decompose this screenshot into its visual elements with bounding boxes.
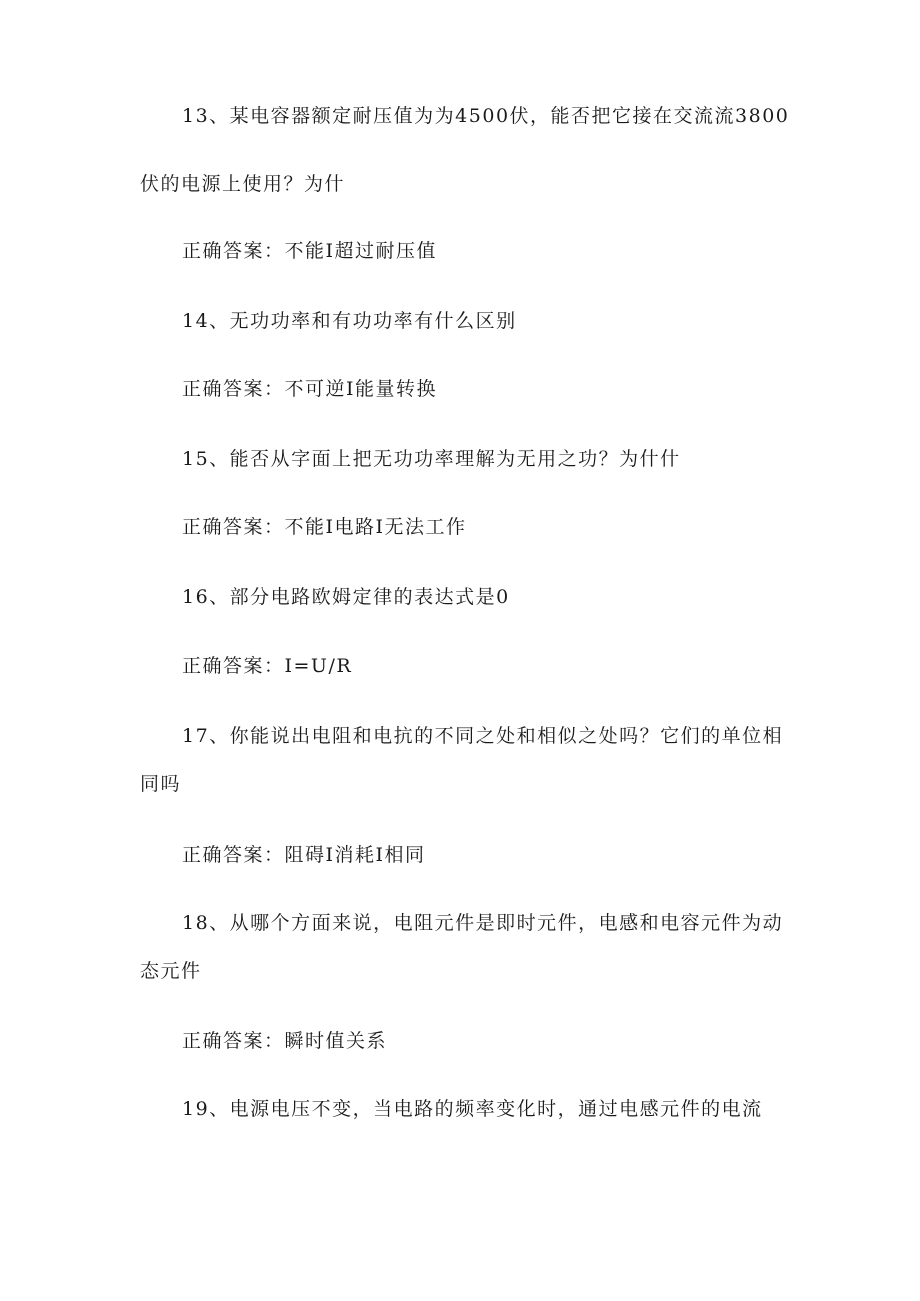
question-19: 19、电源电压不变，当电路的频率变化时，通过电感元件的电流 — [182, 1098, 763, 1120]
answer-17: 正确答案：阻碍I消耗I相同 — [182, 844, 426, 866]
question-13-line-2: 伏的电源上使用？为什 — [140, 173, 346, 195]
question-14: 14、无功功率和有功功率有什么区别 — [182, 310, 517, 332]
question-18-line-2: 态元件 — [140, 960, 202, 982]
question-17-line-1: 17、你能说出电阻和电抗的不同之处和相似之处吗？它们的单位相 — [182, 725, 784, 747]
question-13-line-1: 13、某电容器额定耐压值为为4500伏，能否把它接在交流流3800 — [182, 105, 790, 127]
answer-18: 正确答案：瞬时值关系 — [182, 1030, 388, 1052]
question-15: 15、能否从字面上把无功功率理解为无用之功？为什什 — [182, 448, 681, 470]
answer-14: 正确答案：不可逆I能量转换 — [182, 378, 438, 400]
answer-13: 正确答案：不能I超过耐压值 — [182, 240, 438, 262]
answer-16: 正确答案：I=U/R — [182, 655, 353, 677]
answer-15: 正确答案：不能I电路I无法工作 — [182, 516, 467, 538]
question-17-line-2: 同吗 — [140, 773, 182, 795]
question-18-line-1: 18、从哪个方面来说，电阻元件是即时元件，电感和电容元件为动 — [182, 912, 784, 934]
question-16: 16、部分电路欧姆定律的表达式是0 — [182, 586, 510, 608]
